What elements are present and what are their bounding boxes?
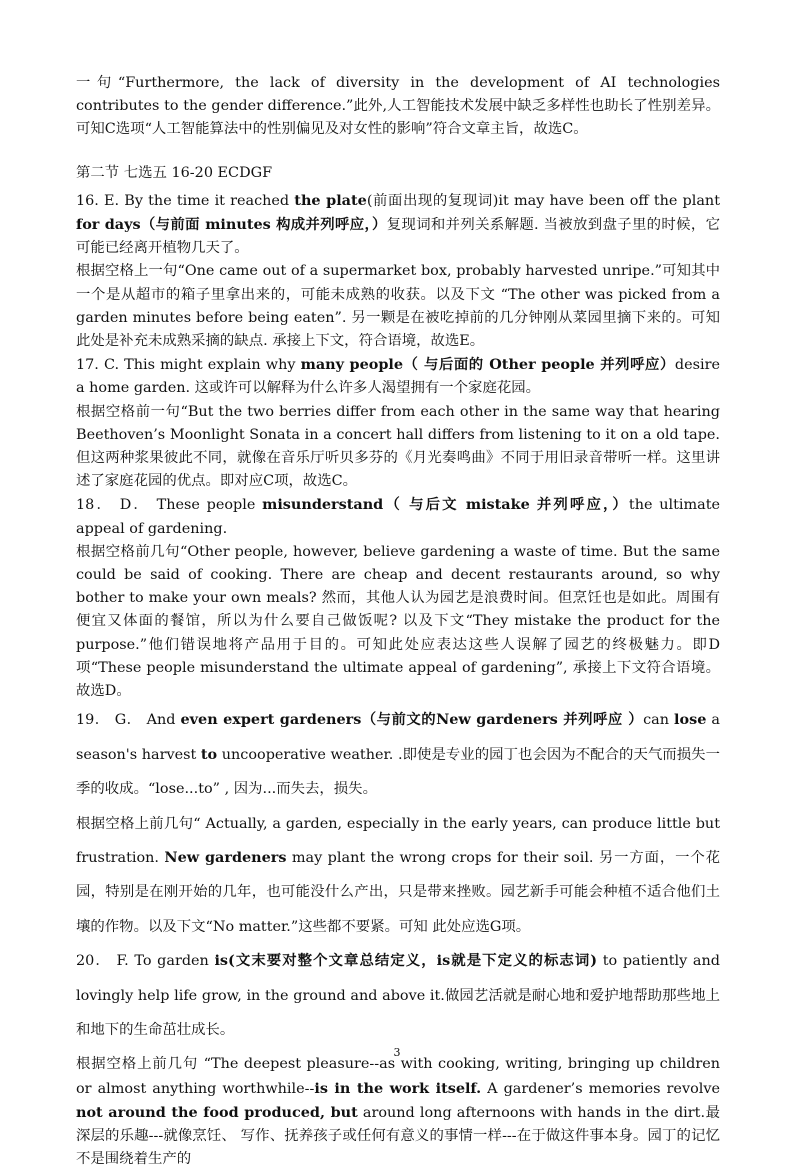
q16-explanation: 根据空格上一句“One came out of a supermarket box, probably harvested unripe.”可知其中一个是从超市的箱子里拿出来的，可能未成熟的收获。以及下文 “The other was picked from a garden minutes before being eaten”. 另一颗是在被吃掉前的几分钟刚从菜园里摘下来的。可知此处是补充未成熟采摘的缺点. 承接上下文，符合语境，故选E。 [76, 263, 720, 350]
q17-answer: 17. C. This might explain why many people（ 与后面的 Other people 并列呼应）desire a home garden. 这或许可以解释为什么许多人渴望拥有一个家庭花园。 [76, 356, 720, 397]
intro-paragraph [76, 72, 720, 142]
q16-answer: 16. E. By the time it reached the plate(前面出现的复现词)it may have been off the plant for days（与前面 minutes 构成并列呼应，）复现词和并列关系解题. 当被放到盘子里的时候，它可能已经离开植物几天了。 [76, 191, 720, 257]
section-heading: 第二节 七选五 16-20 ECDGF [76, 164, 273, 181]
q17-explanation: 根据空格前一句“But the two berries differ from each other in the same way that hearing Beethoven’s Moonlight Sonata in a concert hall differs from listening to it on a old tape.但这两种浆果彼此不同，就像在音乐厅听贝多芬的《月光奏鸣曲》不同于用旧录音带听一样。这里讲述了家庭花园的优点。即对应C项，故选C。 [76, 403, 720, 490]
intro-text: 一句“Furthermore, the lack of diversity in the development of AI technologies contributes to the gender difference.”此外,人工智能技术发展中缺乏多样性也助长了性别差异。可知C选项“人工智能算法中的性别偏见及对女性的影响”符合文章主旨，故选C。 [76, 75, 720, 138]
q20-explanation: 根据空格上前几句 “The deepest pleasure--as with cooking, writing, bringing up children or almost anything worthwhile--is in the work itself. A gardener’s memories revolve not around the food produced, but around long afternoons with hands in the dirt.最深层的乐趣---就像烹饪、 写作、抚养孩子或任何有意义的事情一样---在于做这件事本身。园丁的记忆不是围绕着生产的 [76, 1056, 720, 1168]
q20-answer: 20． F. To garden is(文末要对整个文章总结定义，is就是下定义的标志词) to patiently and lovingly help life grow, in the ground and above it.做园艺活就是耐心地和爱护地帮助那些地上和地下的生命茁壮成长。 [76, 952, 720, 1038]
q19-explanation: 根据空格上前几句“ Actually, a garden, especially in the early years, can produce little but frustration. New gardeners may plant the wrong crops for their soil. 另一方面，一个花园，特别是在刚开始的几年，也可能没什么产出，只是带来挫败。园艺新手可能会种植不适合他们土壤的作物。以及下文“No matter.”这些都不要紧。可知 此处应选G项。 [76, 815, 720, 935]
q18-explanation: 根据空格前几句“Other people, however, believe gardening a waste of time. But the same could be said of cooking. There are cheap and decent restaurants around, so why bother to make your own meals? 然而，其他人认为园艺是浪费时间。但烹饪也是如此。周围有便宜又体面的餐馆，所以为什么要自己做饭呢? 以及下文“They mistake the product for the purpose.”他们错误地将产品用于目的。可知此处应表达这些人误解了园艺的终极魅力。即D项“These people misunderstand the ultimate appeal of gardening”, 承接上下文符合语境。故选D。 [76, 543, 720, 700]
q18-answer: 18． D． These people misunderstand（ 与后文 mistake 并列呼应，）the ultimate appeal of gardening. [76, 496, 720, 537]
document-page [76, 72, 720, 1171]
page-number: 3 [393, 1046, 401, 1059]
q19-answer: 19． G． And even expert gardeners（与前文的New gardeners 并列呼应 ）can lose a season's harvest to uncooperative weather. .即使是专业的园丁也会因为不配合的天气而损失一季的收成。“lose...to” , 因为...而失去，损失。 [76, 711, 721, 798]
